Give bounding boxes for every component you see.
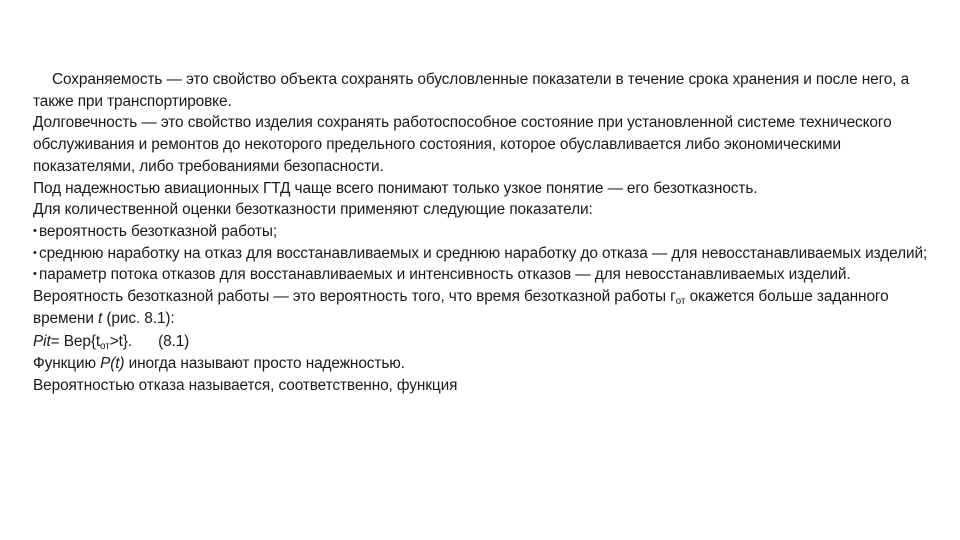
text-content [33,69,933,397]
paragraph-function [33,353,933,375]
formula-eq: = Вер{t [50,333,101,351]
formula-8-1 [33,329,933,353]
formula-rhs: >t}. [109,333,133,351]
paragraph-definition [33,286,933,329]
function-name: P(t) [100,355,125,373]
paragraph-durability: Долговечность — это свойство изделия сохранять работоспособное состояние при установленной системе технического обслуживания и ремонтов до некоторого предельного состояния, которое обуславливается либо экономическими показателями, либо требованиями безопасности. [33,114,892,175]
paragraph-indicators-intro: Для количественной оценки безотказности применяют следующие показатели: [33,201,593,219]
formula-lhs: Pit [33,333,51,351]
function-text-2: иногда называют просто надежностью. [124,355,405,373]
list-item [33,243,933,265]
subscript-ot: от [675,296,686,308]
formula-number: (8.1) [158,333,190,351]
definition-text-2: окажется больше заданного времени [33,288,889,327]
definition-text-1: Вероятность безотказной работы — это вероятность того, что время безотказной работы г [33,288,676,306]
variable-t: t [98,309,103,327]
list-item [33,221,933,243]
bullet-icon: • [33,224,37,237]
paragraph-reliability: Под надежностью авиационных ГТД чаще всего понимают только узкое понятие — его безотказность. [33,179,758,197]
definition-text-3: (рис. 8.1): [102,309,175,327]
bullet-icon: • [33,246,37,259]
list-item-text: вероятность безотказной работы; [39,222,278,240]
bullet-icon: • [33,268,37,281]
formula-subscript: от [100,341,110,353]
list-item [33,264,933,286]
list-item-text: параметр потока отказов для восстанавливаемых и интенсивность отказов — для невосстанавливаемых изделий. [39,266,851,284]
paragraph-failure-probability: Вероятностью отказа называется, соответственно, функция [33,376,458,394]
function-text-1: Функцию [33,355,101,373]
list-item-text: среднюю наработку на отказ для восстанавливаемых и среднюю наработку до отказа — для невосстанавливаемых изделий; [39,244,928,262]
paragraph-storability: Сохраняемость — это свойство объекта сохранять обусловленные показатели в течение срока хранения и после него, а также при транспортировке. [33,71,910,110]
